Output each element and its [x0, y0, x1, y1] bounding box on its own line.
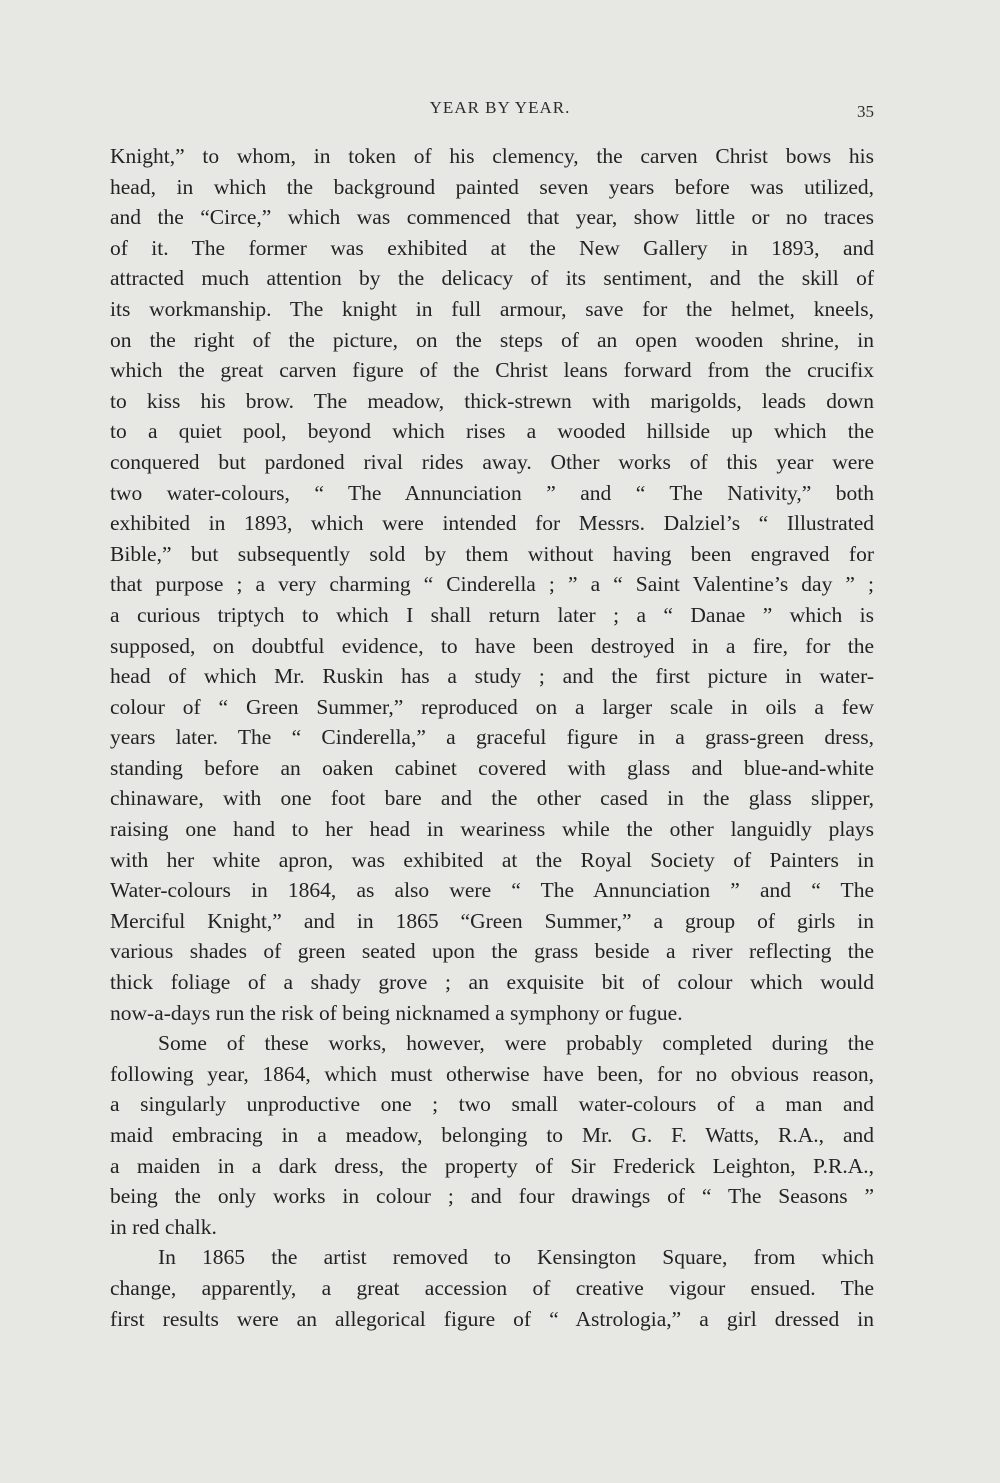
text-line: In 1865 the artist removed to Kensington Square, from which: [158, 1245, 874, 1270]
text-line: exhibited in 1893, which were intended for Messrs. Dalziel’s “ Illustrated: [110, 511, 874, 536]
text-line: chinaware, with one foot bare and the other cased in the glass slipper,: [110, 786, 874, 811]
text-line: colour of “ Green Summer,” reproduced on a larger scale in oils a few: [110, 694, 874, 719]
text-line: to a quiet pool, beyond which rises a wooded hillside up which the: [110, 419, 874, 444]
text-line: which the great carven figure of the Christ leans forward from the crucifix: [110, 358, 874, 383]
text-line: conquered but pardoned rival rides away. Other works of this year were: [110, 449, 874, 474]
text-line: head, in which the background painted seven years before was utilized,: [110, 174, 874, 199]
text-line: that purpose ; a very charming “ Cinderella ; ” a “ Saint Valentine’s day ” ;: [110, 572, 874, 597]
text-line: years later. The “ Cinderella,” a graceful figure in a grass-green dress,: [110, 725, 874, 750]
text-line: of it. The former was exhibited at the New Gallery in 1893, and: [110, 235, 874, 260]
text-line: on the right of the picture, on the steps of an open wooden shrine, in: [110, 327, 874, 352]
text-line: a maiden in a dark dress, the property of Sir Frederick Leighton, P.R.A.,: [110, 1153, 874, 1178]
text-line: being the only works in colour ; and four drawings of “ The Seasons ”: [110, 1184, 874, 1209]
text-line: attracted much attention by the delicacy of its sentiment, and the skill of: [110, 266, 874, 291]
text-line: now-a-days run the risk of being nicknamed a symphony or fugue.: [110, 1000, 683, 1025]
page-number: 35: [857, 102, 874, 121]
text-line: standing before an oaken cabinet covered with glass and blue-and-white: [110, 755, 874, 780]
text-line: supposed, on doubtful evidence, to have been destroyed in a fire, for the: [110, 633, 874, 658]
text-line: head of which Mr. Ruskin has a study ; and the first picture in water-: [110, 664, 874, 689]
text-line: Knight,” to whom, in token of his clemency, the carven Christ bows his: [110, 144, 874, 168]
text-line: following year, 1864, which must otherwise have been, for no obvious reason,: [110, 1061, 874, 1086]
text-line: thick foliage of a shady grove ; an exquisite bit of colour which would: [110, 970, 874, 995]
text-line: Some of these works, however, were probably completed during the: [158, 1031, 874, 1056]
text-line: various shades of green seated upon the grass beside a river reflecting the: [110, 939, 874, 964]
text-line: maid embracing in a meadow, belonging to Mr. G. F. Watts, R.A., and: [110, 1123, 874, 1147]
text-line: to kiss his brow. The meadow, thick-strewn with marigolds, leads down: [110, 388, 874, 413]
text-line: a singularly unproductive one ; two small water-colours of a man and: [110, 1092, 874, 1117]
paragraph: [110, 1028, 874, 1242]
paragraph: [110, 1242, 874, 1334]
text-line: and the “Circe,” which was commenced that year, show little or no traces: [110, 205, 874, 230]
text-line: its workmanship. The knight in full armour, save for the helmet, kneels,: [110, 296, 874, 321]
text-line: Water-colours in 1864, as also were “ The Annunciation ” and “ The: [110, 878, 874, 903]
text-line: first results were an allegorical figure of “ Astrologia,” a girl dressed in: [110, 1306, 874, 1331]
body-text: [110, 141, 874, 1334]
text-line: change, apparently, a great accession of creative vigour ensued. The: [110, 1275, 874, 1300]
paragraph: [110, 141, 874, 1028]
text-line: two water-colours, “ The Annunciation ” and “ The Nativity,” both: [110, 480, 874, 505]
text-line: raising one hand to her head in weariness while the other languidly plays: [110, 817, 874, 842]
text-line: a curious triptych to which I shall return later ; a “ Danae ” which is: [110, 602, 874, 627]
text-line: Merciful Knight,” and in 1865 “Green Summer,” a group of girls in: [110, 908, 874, 933]
text-line: in red chalk.: [110, 1214, 217, 1239]
running-head: YEAR BY YEAR.: [429, 98, 571, 117]
text-line: Bible,” but subsequently sold by them without having been engraved for: [110, 541, 874, 566]
text-line: with her white apron, was exhibited at the Royal Society of Painters in: [110, 847, 874, 872]
